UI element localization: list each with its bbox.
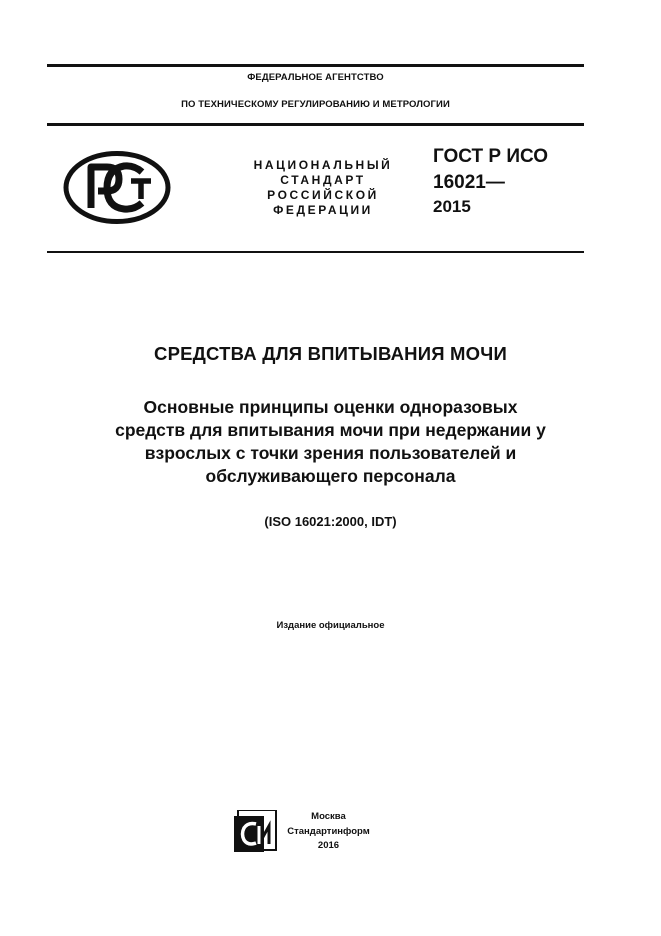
national-line: СТАНДАРТ (280, 173, 366, 187)
rst-certification-mark-icon (63, 150, 171, 225)
top-rule (47, 64, 584, 67)
national-line: РОССИЙСКОЙ (267, 188, 379, 202)
agency-name-line-1: ФЕДЕРАЛЬНОЕ АГЕНТСТВО (247, 72, 384, 83)
imprint-city: Москва (311, 811, 346, 822)
standartinform-logo-icon (234, 810, 278, 852)
subtitle-line: средств для впитывания мочи при недержании у (115, 420, 546, 440)
iso-reference: (ISO 16021:2000, IDT) (264, 514, 397, 529)
designation-year: 2015 (433, 197, 471, 216)
national-line: НАЦИОНАЛЬНЫЙ (253, 158, 393, 172)
edition-label: Издание официальное (276, 620, 385, 631)
imprint-publisher: Стандартинформ (287, 825, 370, 837)
imprint-year: 2016 (317, 840, 340, 851)
national-line: ФЕДЕРАЦИИ (273, 203, 373, 217)
subtitle-line: обслуживающего персонала (205, 466, 456, 486)
header-rule (47, 123, 584, 126)
document-title: СРЕДСТВА ДЛЯ ВПИТЫВАНИЯ МОЧИ (154, 343, 507, 364)
agency-name-line-2: ПО ТЕХНИЧЕСКОМУ РЕГУЛИРОВАНИЮ И МЕТРОЛОГИИ (181, 99, 450, 110)
imprint (286, 810, 371, 854)
document-subtitle (0, 396, 661, 488)
subtitle-line: Основные принципы оценки одноразовых (143, 397, 518, 417)
designation-line-2: 16021— (433, 172, 505, 193)
standard-designation (433, 144, 548, 218)
designation-line-1: ГОСТ Р ИСО (433, 146, 549, 167)
national-standard-label (238, 158, 408, 218)
designation-rule (47, 251, 584, 253)
subtitle-line: взрослых с точки зрения пользователей и (144, 443, 517, 463)
